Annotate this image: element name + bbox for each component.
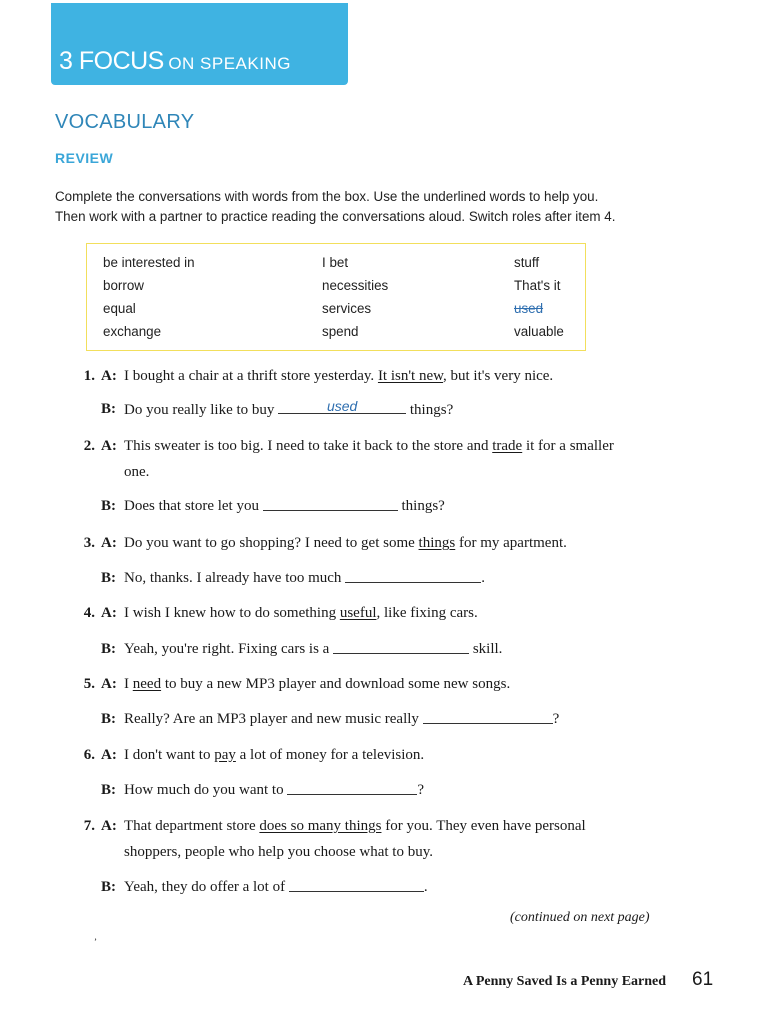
underlined-hint: does so many things [259,818,382,834]
line-text: I wish I knew how to do something [124,605,340,621]
instructions-line-2: Then work with a partner to practice reading the conversations aloud. Switch roles after item 4. [55,209,616,224]
speaker-b-label: B: [101,641,116,657]
line-text: . [481,570,485,586]
page-number: 61 [692,969,714,990]
line-text: ? [552,711,560,727]
speaker-b-line [124,875,428,900]
speaker-a-line [124,672,510,697]
speaker-a-line [124,531,567,556]
item-number: 3. [83,535,95,551]
underlined-hint: pay [214,747,236,763]
answer-blank[interactable] [289,876,424,892]
item-number: 6. [83,747,95,763]
line-text: , like fixing cars. [376,605,478,621]
speaker-b-line [124,637,502,662]
underlined-hint: things [418,535,456,551]
word-box-item: necessities [322,278,389,293]
word-box-item: That's it [514,278,561,293]
item-number: 4. [83,605,95,621]
speaker-b-label: B: [101,782,116,798]
footer-title: A Penny Saved Is a Penny Earned [463,974,667,989]
answer-text: used [326,398,358,414]
line-text: to buy a new MP3 player and download some new songs. [161,676,511,692]
answer-blank[interactable] [423,708,553,724]
word-box-item: borrow [103,278,144,293]
speaker-a-line-continued: shoppers, people who help you choose what to buy. [124,844,433,860]
line-text: This sweater is too big. I need to take it back to the store and [124,438,493,454]
speaker-a-line-continued: one. [124,464,150,480]
chapter-subtitle: ON SPEAKING [168,54,291,73]
speaker-b-label: B: [101,879,116,895]
speaker-a-line [124,601,478,626]
line-text: ? [417,782,424,798]
speaker-a-label: A: [101,747,117,763]
speaker-b-label: B: [101,498,116,514]
speaker-a-label: A: [101,368,117,384]
instructions [55,187,695,227]
line-text: Yeah, you're right. Fixing cars is a [124,641,334,657]
line-text: How much do you want to [124,782,288,798]
line-text: , but it's very nice. [443,368,554,384]
line-text: No, thanks. I already have too much [124,570,346,586]
word-box-item: exchange [103,324,162,339]
line-text: a lot of money for a television. [235,747,425,763]
continued-note: (continued on next page) [510,910,650,925]
item-number: 7. [83,818,95,834]
speaker-a-line [124,364,553,389]
speaker-b-line [124,494,445,519]
word-box-item: stuff [514,255,540,270]
word-box-item: equal [103,301,136,316]
line-text: skill. [469,641,503,657]
speaker-b-line [124,397,453,423]
speaker-a-label: A: [101,818,117,834]
line-text: Do you really like to buy [124,402,279,418]
underlined-hint: trade [492,438,523,454]
answer-blank[interactable] [278,398,406,414]
speaker-a-line [124,434,614,459]
line-text: Do you want to go shopping? I need to get some [124,535,419,551]
item-number: 1. [83,368,95,384]
underlined-hint: It isn't new [377,368,443,384]
speaker-a-label: A: [101,676,117,692]
speaker-a-line [124,814,586,839]
word-box-item: valuable [514,324,564,339]
stray-mark: ʼ [94,937,97,947]
word-box-item: be interested in [103,255,195,270]
speaker-b-line [124,778,424,803]
speaker-a-line [124,743,424,768]
answer-blank[interactable] [263,495,398,511]
line-text: things? [397,498,445,514]
line-text: Yeah, they do offer a lot of [124,879,289,895]
instructions-line-1: Complete the conversations with words from the box. Use the underlined words to help you. [55,189,599,204]
answer-blank[interactable] [345,567,481,583]
line-text: I [124,676,133,692]
speaker-b-label: B: [101,711,116,727]
line-text: Really? Are an MP3 player and new music really [124,711,423,727]
line-text: things? [406,402,454,418]
section-heading: VOCABULARY [55,111,195,133]
line-text: for my apartment. [455,535,567,551]
chapter-title [59,47,291,76]
line-text: That department store [124,818,260,834]
speaker-b-label: B: [101,570,116,586]
section-subheading: REVIEW [55,150,114,166]
speaker-a-label: A: [101,535,117,551]
word-box-item: services [322,301,372,316]
answer-blank[interactable] [333,638,469,654]
speaker-a-label: A: [101,605,117,621]
word-box-item-struck: used [514,301,544,316]
item-number: 2. [83,438,95,454]
line-text: Does that store let you [124,498,263,514]
speaker-a-label: A: [101,438,117,454]
line-text: it for a smaller [522,438,614,454]
word-box-item: I bet [322,255,349,270]
line-text: . [423,879,428,895]
line-text: for you. They even have personal [381,818,586,834]
speaker-b-line [124,566,485,591]
answer-blank[interactable] [287,779,417,795]
speaker-b-label: B: [101,401,116,417]
line-text: I bought a chair at a thrift store yesterday. [124,368,378,384]
line-text: I don't want to [124,747,215,763]
underlined-hint: need [132,676,162,692]
chapter-number-focus: 3 FOCUS [59,47,164,75]
word-box-item: spend [322,324,359,339]
item-number: 5. [83,676,95,692]
speaker-b-line [124,707,559,732]
underlined-hint: useful [339,605,377,621]
chapter-banner [51,3,348,85]
